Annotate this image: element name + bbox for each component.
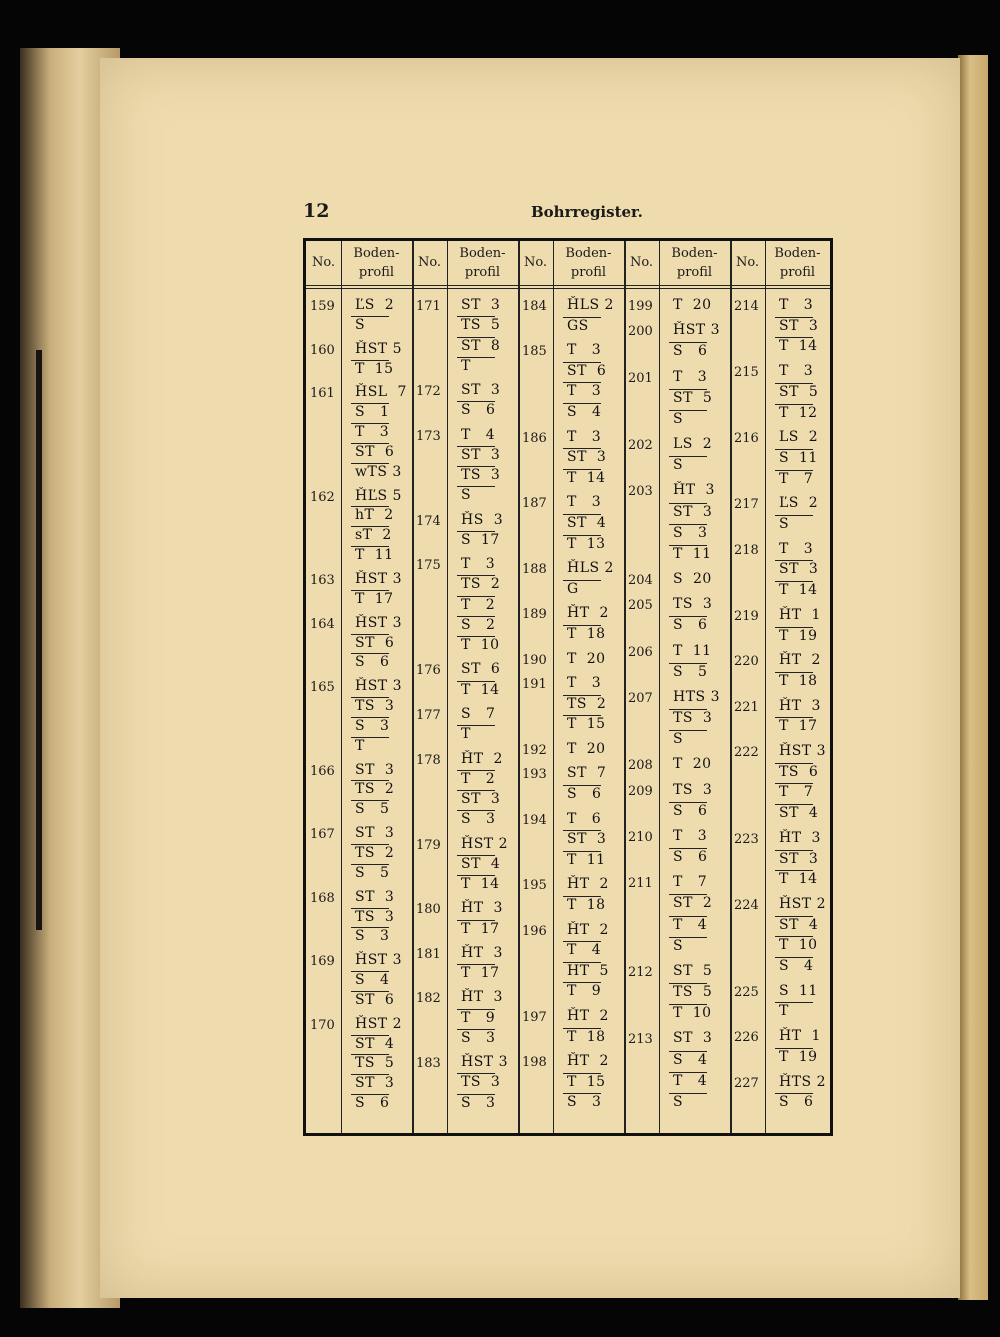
bore-number: 207 xyxy=(628,690,653,706)
profile-layer: T 3 xyxy=(673,827,708,844)
profile-layer: ST 2 xyxy=(673,895,713,912)
profile-layer: ST 5 xyxy=(673,389,713,406)
bore-number: 190 xyxy=(522,652,547,668)
bore-number: 210 xyxy=(628,829,653,845)
bore-number: 196 xyxy=(522,923,547,939)
profile-layer: ST 3 xyxy=(355,825,395,842)
bore-number: 218 xyxy=(734,542,759,558)
profile-layer: T 20 xyxy=(673,756,712,773)
profile-layer: ȞT 3 xyxy=(461,900,503,917)
bore-number: 180 xyxy=(416,902,441,918)
profile-layer: GS xyxy=(567,317,589,334)
bore-number: 219 xyxy=(734,608,759,624)
profile-layer: ST 3 xyxy=(461,382,501,399)
profile-layer: S xyxy=(461,487,472,504)
profile-layer: S xyxy=(355,316,366,333)
header-bodenprofil: Boden- profil xyxy=(565,246,612,280)
profile-layer: ȞT 2 xyxy=(461,750,503,767)
bore-number: 164 xyxy=(310,616,335,632)
header-bodenprofil: Boden- profil xyxy=(459,246,506,280)
profile-layer: T 14 xyxy=(779,582,818,599)
bore-number: 188 xyxy=(522,562,547,578)
profile-layer: S 3 xyxy=(673,524,708,541)
profile-layer: ST 3 xyxy=(355,761,395,778)
profile-layer: LS 2 xyxy=(673,436,713,452)
profile-layer: T 14 xyxy=(461,681,500,698)
profile-layer: S xyxy=(673,937,684,954)
bore-number: 211 xyxy=(628,876,653,892)
profile-layer: ȞST 2 xyxy=(355,1015,402,1032)
bore-number: 191 xyxy=(522,677,547,693)
profile-layer: ȞST 3 xyxy=(355,614,402,631)
profile-layer: S 4 xyxy=(355,972,390,989)
bore-number: 173 xyxy=(416,428,441,444)
profile-layer: T 12 xyxy=(779,404,818,421)
profile-layer: T 3 xyxy=(567,383,602,400)
bore-number: 222 xyxy=(734,745,759,761)
profile-layer: ĽS 2 xyxy=(779,495,819,512)
profile-layer: TS 3 xyxy=(673,710,713,726)
profile-layer: T 19 xyxy=(779,1048,818,1065)
profile-layer: TS 2 xyxy=(355,781,395,798)
profile-layer: T 3 xyxy=(779,540,814,557)
profile-layer: ST 4 xyxy=(355,1035,395,1052)
profile-layer: ĽS 2 xyxy=(355,297,395,313)
bore-number: 159 xyxy=(310,299,335,314)
header-rule xyxy=(306,285,830,289)
profile-layer: T 19 xyxy=(779,627,818,644)
profile-layer: S xyxy=(673,457,684,474)
profile-layer: ȞST 3 xyxy=(461,1054,508,1071)
profile-layer: HT 5 xyxy=(567,962,609,979)
profile-layer: S 6 xyxy=(673,617,708,634)
profile-layer: ȞST 3 xyxy=(355,571,402,587)
profile-layer: ST 3 xyxy=(673,503,713,520)
profile-layer: TS 3 xyxy=(355,698,395,715)
bore-number: 184 xyxy=(522,299,547,314)
profile-layer: ȞT 3 xyxy=(779,829,821,846)
profile-layer: ȞT 1 xyxy=(779,606,821,623)
profile-layer: T 4 xyxy=(673,1072,708,1089)
bore-number: 181 xyxy=(416,946,441,962)
profile-layer: T 3 xyxy=(673,368,708,385)
profile-layer: ST 6 xyxy=(355,634,395,651)
profile-layer: ST 3 xyxy=(461,446,501,463)
bore-number: 170 xyxy=(310,1017,335,1033)
profile-layer: S 6 xyxy=(673,849,708,865)
profile-layer: T 14 xyxy=(461,876,500,893)
profile-layer: ST 4 xyxy=(461,855,501,872)
bore-number: 178 xyxy=(416,752,441,768)
profile-layer: T 14 xyxy=(567,469,606,486)
profile-layer: ST 3 xyxy=(461,791,501,808)
profile-layer: S xyxy=(779,516,790,533)
profile-layer: ȞT 2 xyxy=(567,921,609,938)
bore-number: 206 xyxy=(628,644,653,660)
profile-layer: S 4 xyxy=(567,403,602,420)
profile-layer: T xyxy=(355,737,365,754)
profile-layer: ȞS 3 xyxy=(461,511,504,528)
bore-number: 172 xyxy=(416,384,441,400)
profile-layer: S 5 xyxy=(355,864,390,881)
running-head: Bohrregister. xyxy=(531,203,643,221)
profile-layer: S 11 xyxy=(779,449,818,466)
bore-number: 189 xyxy=(522,607,547,623)
bore-number: 227 xyxy=(734,1075,759,1091)
profile-layer: ST 3 xyxy=(779,850,819,867)
profile-layer: T 20 xyxy=(673,297,712,313)
bore-number: 198 xyxy=(522,1055,547,1071)
profile-layer: S 2 xyxy=(461,616,496,633)
profile-layer: S 6 xyxy=(567,786,602,803)
profile-layer: T 3 xyxy=(779,363,814,380)
profile-layer: S 3 xyxy=(461,1029,496,1046)
profile-layer: ȞT 1 xyxy=(779,1028,821,1045)
profile-layer: TS 5 xyxy=(461,317,501,334)
profile-layer: ST 3 xyxy=(355,888,395,905)
profile-layer: hT 2 xyxy=(355,507,394,524)
profile-layer: TS 3 xyxy=(355,908,395,925)
profile-layer: TS 6 xyxy=(779,763,819,780)
profile-layer: T 10 xyxy=(461,637,500,654)
bore-number: 195 xyxy=(522,878,547,894)
profile-layer: T 11 xyxy=(673,545,712,562)
header-no: No. xyxy=(523,255,548,270)
bore-number: 177 xyxy=(416,708,441,723)
profile-layer: ȞT 2 xyxy=(567,1008,609,1025)
bore-number: 185 xyxy=(522,344,547,360)
bore-number: 220 xyxy=(734,654,759,670)
profile-layer: TS 3 xyxy=(461,467,501,484)
profile-layer: T 14 xyxy=(779,871,818,888)
profile-layer: ȞST 2 xyxy=(779,895,826,912)
profile-layer: T 18 xyxy=(567,897,606,914)
profile-layer: ST 6 xyxy=(355,991,395,1008)
profile-layer: S 20 xyxy=(673,571,712,587)
profile-layer: T 13 xyxy=(567,535,606,552)
profile-layer: T 4 xyxy=(673,916,708,933)
profile-layer: ST 3 xyxy=(567,831,607,848)
profile-layer: ST 6 xyxy=(567,362,607,379)
profile-layer: T 18 xyxy=(779,672,818,689)
profile-layer: ST 8 xyxy=(461,337,501,354)
profile-layer: T 15 xyxy=(355,360,394,377)
bore-number: 202 xyxy=(628,438,653,453)
profile-layer: T 18 xyxy=(567,1028,606,1045)
profile-layer: S 6 xyxy=(673,343,708,360)
profile-layer: ȞĽS 5 xyxy=(355,487,402,504)
profile-layer: S 3 xyxy=(461,811,496,828)
profile-layer: S xyxy=(673,731,684,748)
profile-layer: T 4 xyxy=(567,942,602,959)
profile-layer: ȞTS 2 xyxy=(779,1073,826,1090)
profile-layer: T 7 xyxy=(673,874,708,891)
profile-layer: S 3 xyxy=(461,1094,496,1111)
profile-layer: ST 3 xyxy=(355,1075,395,1092)
column-divider xyxy=(447,241,448,1133)
profile-layer: T 3 xyxy=(567,342,602,359)
profile-layer: T 3 xyxy=(779,297,814,313)
profile-layer: ȞST 3 xyxy=(355,678,402,695)
bore-number: 161 xyxy=(310,386,335,402)
profile-layer: T 17 xyxy=(355,590,394,607)
bore-number: 226 xyxy=(734,1030,759,1046)
profile-layer: T 11 xyxy=(673,642,712,659)
bore-number: 221 xyxy=(734,699,759,715)
bore-number: 204 xyxy=(628,573,653,588)
profile-layer: ȞT 2 xyxy=(567,605,609,622)
profile-layer: T 10 xyxy=(673,1005,712,1022)
bore-number: 165 xyxy=(310,680,335,696)
bore-number: 174 xyxy=(416,513,441,529)
profile-layer: S 6 xyxy=(461,402,496,419)
profile-layer: ST 4 xyxy=(567,514,607,531)
header-bodenprofil: Boden- profil xyxy=(353,246,400,280)
profile-layer: ȞST 3 xyxy=(355,952,402,969)
profile-layer: S 6 xyxy=(355,1095,390,1112)
bore-number: 192 xyxy=(522,742,547,758)
profile-layer: S 5 xyxy=(673,663,708,680)
bore-number: 168 xyxy=(310,890,335,906)
bore-number: 208 xyxy=(628,758,653,774)
profile-layer: T 17 xyxy=(779,718,818,735)
profile-layer: T 10 xyxy=(779,937,818,954)
profile-layer: LS 2 xyxy=(779,429,819,446)
profile-layer: S 5 xyxy=(355,801,390,818)
bore-number: 183 xyxy=(416,1056,441,1072)
bore-number: 224 xyxy=(734,897,759,913)
profile-layer: ST 5 xyxy=(779,383,819,400)
bore-number: 182 xyxy=(416,991,441,1007)
profile-layer: ȞT 3 xyxy=(461,944,503,961)
profile-layer: T 3 xyxy=(567,675,602,692)
profile-layer: TS 5 xyxy=(355,1055,395,1072)
profile-layer: T 20 xyxy=(567,650,606,667)
profile-layer: T 3 xyxy=(567,428,602,445)
header-no: No. xyxy=(735,255,760,270)
column-divider xyxy=(341,241,342,1133)
profile-layer: TS 2 xyxy=(355,845,395,861)
bore-number: 197 xyxy=(522,1010,547,1026)
bore-number: 167 xyxy=(310,827,335,843)
profile-layer: T 7 xyxy=(779,784,814,801)
column-divider xyxy=(412,241,414,1133)
bore-number: 163 xyxy=(310,573,335,588)
profile-layer: G xyxy=(567,580,579,597)
profile-layer: ST 3 xyxy=(779,317,819,334)
facing-page-edge xyxy=(958,55,988,1300)
profile-layer: ȞST 3 xyxy=(673,322,720,339)
profile-layer: S 6 xyxy=(779,1094,814,1111)
header-bodenprofil: Boden- profil xyxy=(671,246,718,280)
profile-layer: T 3 xyxy=(355,424,390,441)
profile-layer: S 6 xyxy=(355,654,390,671)
profile-layer: S xyxy=(673,410,684,427)
profile-layer: T 18 xyxy=(567,625,606,642)
profile-layer: S 6 xyxy=(673,802,708,819)
bore-number: 175 xyxy=(416,558,441,574)
column-divider xyxy=(624,241,626,1133)
bore-number: 166 xyxy=(310,763,335,779)
profile-layer: ST 5 xyxy=(673,962,713,979)
profile-layer: T 9 xyxy=(567,983,602,1000)
profile-layer: ST 4 xyxy=(779,805,819,822)
profile-layer: TS 3 xyxy=(673,596,713,613)
profile-layer: T 4 xyxy=(461,426,496,443)
profile-layer: T 3 xyxy=(567,494,602,511)
profile-layer: T xyxy=(461,357,471,374)
profile-layer: ȞSL 7 xyxy=(355,384,407,401)
profile-layer: TS 3 xyxy=(673,781,713,798)
bore-number: 209 xyxy=(628,783,653,799)
header-no: No. xyxy=(311,255,336,270)
profile-layer: T 17 xyxy=(461,965,500,982)
bore-number: 193 xyxy=(522,767,547,783)
bore-number: 176 xyxy=(416,663,441,679)
bore-number: 199 xyxy=(628,299,653,314)
profile-layer: ȞT 2 xyxy=(567,1053,609,1070)
profile-layer: S xyxy=(673,1093,684,1110)
profile-layer: TS 2 xyxy=(461,576,501,593)
bore-number: 160 xyxy=(310,342,335,358)
profile-layer: S 4 xyxy=(779,958,814,975)
bore-number: 201 xyxy=(628,370,653,386)
profile-layer: S 7 xyxy=(461,706,496,722)
bore-number: 205 xyxy=(628,598,653,614)
profile-layer: sT 2 xyxy=(355,527,392,544)
profile-layer: S 11 xyxy=(779,982,818,999)
profile-layer: S 4 xyxy=(673,1051,708,1068)
profile-layer: HTS 3 xyxy=(673,688,720,705)
header-no: No. xyxy=(629,255,654,270)
profile-layer: T 2 xyxy=(461,596,496,613)
bore-number: 217 xyxy=(734,497,759,513)
bore-number: 212 xyxy=(628,964,653,980)
bore-number: 169 xyxy=(310,954,335,970)
profile-layer: ȞST 2 xyxy=(461,835,508,852)
profile-layer: T 11 xyxy=(567,851,606,868)
profile-layer: ȞST 3 xyxy=(779,743,826,760)
header-bodenprofil: Boden- profil xyxy=(774,246,821,280)
bore-number: 179 xyxy=(416,837,441,853)
profile-layer: ȞT 3 xyxy=(461,989,503,1006)
bore-number: 194 xyxy=(522,812,547,828)
column-divider xyxy=(518,241,520,1133)
profile-layer: ST 4 xyxy=(779,916,819,933)
profile-layer: ST 3 xyxy=(461,297,501,313)
profile-layer: ȞLS 2 xyxy=(567,560,614,577)
profile-layer: wTS 3 xyxy=(355,463,402,480)
profile-layer: TS 5 xyxy=(673,984,713,1000)
profile-layer: ȞT 2 xyxy=(567,876,609,893)
profile-layer: T 15 xyxy=(567,1073,606,1090)
profile-layer: T 2 xyxy=(461,770,496,787)
profile-layer: ST 6 xyxy=(461,661,501,678)
profile-layer: S 3 xyxy=(355,928,390,945)
profile-layer: T 17 xyxy=(461,920,500,937)
profile-layer: ST 3 xyxy=(779,561,819,578)
profile-layer: T 6 xyxy=(567,810,602,827)
bore-number: 225 xyxy=(734,984,759,1000)
profile-layer: ST 3 xyxy=(673,1030,713,1047)
bore-number: 186 xyxy=(522,430,547,446)
header-no: No. xyxy=(417,255,442,270)
profile-layer: S 1 xyxy=(355,404,390,421)
column-divider xyxy=(730,241,732,1133)
profile-layer: TS 3 xyxy=(461,1074,501,1091)
profile-layer: S 3 xyxy=(355,717,390,734)
profile-layer: ȞT 3 xyxy=(779,697,821,714)
profile-layer: S 17 xyxy=(461,531,500,548)
profile-layer: T 14 xyxy=(779,338,818,355)
profile-layer: T 11 xyxy=(355,547,394,564)
profile-layer: T 15 xyxy=(567,716,606,733)
bore-number: 213 xyxy=(628,1032,653,1048)
bore-number: 171 xyxy=(416,299,441,314)
bore-number: 203 xyxy=(628,484,653,500)
binding-strip xyxy=(36,350,42,930)
column-divider xyxy=(659,241,660,1133)
profile-layer: T xyxy=(779,1003,789,1020)
page-number: 12 xyxy=(303,200,330,222)
profile-layer: ȞST 5 xyxy=(355,340,402,357)
profile-layer: ȞLS 2 xyxy=(567,297,614,313)
profile-layer: T 3 xyxy=(461,556,496,573)
bore-number: 187 xyxy=(522,496,547,512)
bore-number: 200 xyxy=(628,324,653,340)
bore-number: 214 xyxy=(734,299,759,314)
profile-layer: ST 7 xyxy=(567,765,607,782)
profile-layer: T 7 xyxy=(779,470,814,487)
profile-layer: TS 2 xyxy=(567,695,607,712)
profile-layer: S 3 xyxy=(567,1094,602,1111)
profile-layer: ST 3 xyxy=(567,449,607,466)
column-divider xyxy=(553,241,554,1133)
bore-number: 216 xyxy=(734,431,759,447)
profile-layer: ȞT 2 xyxy=(779,652,821,669)
column-divider xyxy=(765,241,766,1133)
bore-number: 162 xyxy=(310,489,335,505)
bore-number: 215 xyxy=(734,365,759,381)
profile-layer: ST 6 xyxy=(355,443,395,460)
profile-layer: T xyxy=(461,726,471,743)
bohrregister-table xyxy=(303,238,833,1136)
profile-layer: T 9 xyxy=(461,1009,496,1026)
profile-layer: ȞT 3 xyxy=(673,482,715,499)
profile-layer: T 20 xyxy=(567,740,606,757)
bore-number: 223 xyxy=(734,831,759,847)
